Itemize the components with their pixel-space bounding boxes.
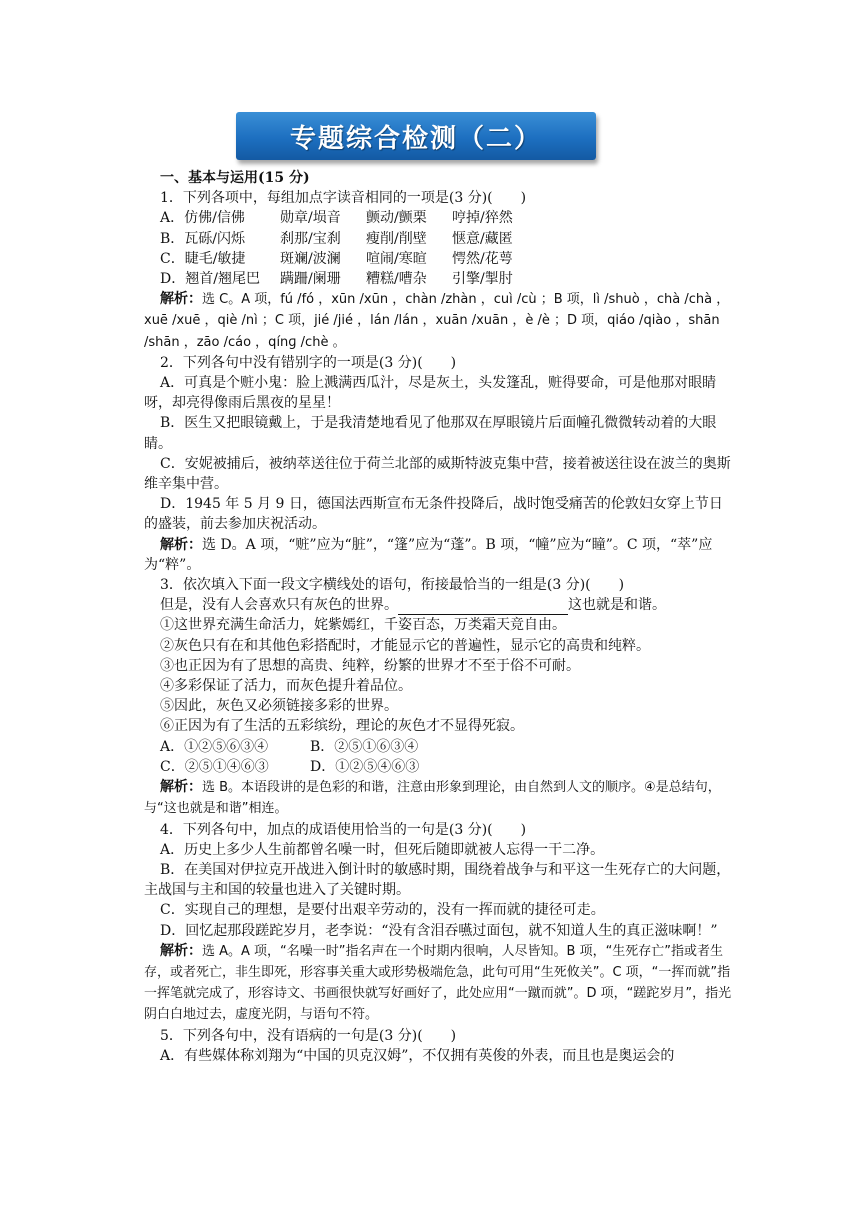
q4-answer: 解析：选 A。A 项，“名噪一时”指名声在一个时期内很响，人尽皆知。B 项，“生死存亡”指或者生存，或者死亡，非生即死，形容事关重大或形势极端危急，此句可用“生死攸关”。C 项，“一挥而就”指一挥笔就完成了，形容诗文、书画很快就写好画好了，此处应用“一蹴而就”。D 项，“蹉跎岁月”，指光阴白白地过去，虚度光阴，与语句不符。 — [144, 942, 732, 1023]
q2-stem: 2．下列各句中没有错别字的一项是(3 分)( ) — [160, 354, 457, 371]
q2-option-c: C．安妮被捕后，被纳萃送往位于荷兰北部的威斯特波克集中营，接着被送往设在波兰的奥斯维辛集中营。 — [144, 455, 731, 493]
q3-item-3: ③也正因为有了思想的高贵、纯粹，纷繁的世界才不至于俗不可耐。 — [160, 657, 580, 674]
q1-option-c: C．睫毛/敏捷 斑斓/波澜 喧闹/寒暄 愕然/花萼 — [160, 250, 513, 267]
q5-option-a: A．有些媒体称刘翔为“中国的贝克汉姆”，不仅拥有英俊的外表，而且也是奥运会的 — [160, 1047, 675, 1064]
q1-option-b: B．瓦砾/闪烁 刹那/宝刹 瘦削/削壁 惬意/藏匿 — [160, 230, 513, 247]
fill-blank — [398, 600, 568, 615]
q2-answer: 解析：选 D。A 项，“赃”应为“脏”，“篷”应为“蓬”。B 项，“幢”应为“瞳”。C 项，“萃”应为“粹”。 — [144, 536, 713, 573]
q1-answer: 解析：选 C。A 项，fú /fó ，xūn /xūn ，chàn /zhàn ，cuì /cù ；B 项，lì /shuò ，chà /chà ，xuē /xuē ，qiè /nì ；C 项，jié /jié ，lán /lán ，xuān /xuān ，è /è ；D 项，qiáo /qiào ，shān /shān ，zāo /cáo ，qínɡ /chè 。 — [144, 291, 730, 350]
q2-option-d: D．1945 年 5 月 9 日，德国法西斯宣布无条件投降后，战时饱受痛苦的伦敦妇女穿上节日的盛装，前去参加庆祝活动。 — [144, 496, 723, 533]
q3-stem: 3．依次填入下面一段文字横线处的语句，衔接最恰当的一组是(3 分)( ) — [160, 577, 625, 594]
q3-item-2: ②灰色只有在和其他色彩搭配时，才能显示它的普遍性，显示它的高贵和纯粹。 — [160, 637, 650, 654]
page-title: 专题综合检测（二） — [289, 123, 542, 154]
q3-options-row-2: C．②⑤①④⑥③ D．①②⑤④⑥③ — [160, 758, 420, 775]
q3-item-5: ⑤因此，灰色又必须链接多彩的世界。 — [160, 698, 398, 715]
q5-stem: 5．下列各句中，没有语病的一句是(3 分)( ) — [160, 1027, 457, 1044]
q3-item-1: ①这世界充满生命活力，姹紫嫣红，千姿百态，万类霜天竞自由。 — [160, 617, 566, 634]
q1-option-a: A．仿佛/信佛 勋章/埙音 颤动/颤栗 哼掉/猝然 — [160, 210, 513, 227]
q3-options-row-1: A．①②⑤⑥③④ B．②⑤①⑥③④ — [160, 738, 419, 755]
q1-option-d: D．翘首/翘尾巴 蹒跚/阑珊 糟糕/嘈杂 引擎/掣肘 — [160, 271, 513, 288]
document-body — [144, 168, 734, 1066]
q3-passage: 但是，没有人会喜欢只有灰色的世界。 这也就是和谐。 — [144, 595, 734, 615]
title-banner — [236, 112, 596, 160]
q1-stem: 1．下列各项中，每组加点字读音相同的一项是(3 分)( ) — [160, 190, 527, 207]
q4-stem: 4．下列各句中，加点的成语使用恰当的一句是(3 分)( ) — [160, 821, 527, 838]
q4-option-b: B．在美国对伊拉克开战进入倒计时的敏感时期，围绕着战争与和平这一生死存亡的大问题，主战国与主和国的较量也进入了关键时期。 — [144, 861, 731, 899]
q4-option-a: A．历史上多少人生前都曾名噪一时，但死后随即就被人忘得一干二净。 — [160, 841, 605, 858]
section-heading: 一、基本与运用(15 分) — [160, 170, 310, 186]
q3-answer: 解析：选 B。本语段讲的是色彩的和谐，注意由形象到理论，由自然到人文的顺序。④是总结句，与“这也就是和谐”相连。 — [144, 779, 721, 817]
q2-option-a: A．可真是个赃小鬼：脸上溅满西瓜汁，尽是灰土，头发篷乱，赃得要命，可是他那对眼睛呀，却亮得像雨后黑夜的星星！ — [144, 375, 717, 412]
q2-option-b: B．医生又把眼镜戴上，于是我清楚地看见了他那双在厚眼镜片后面幢孔微微转动着的大眼睛。 — [144, 415, 717, 452]
q4-option-d: D．回忆起那段蹉跎岁月，老李说：“没有含泪吞嚥过面包，就不知道人生的真正滋味啊！” — [160, 922, 718, 939]
q3-item-4: ④多彩保证了活力，而灰色提升着品位。 — [160, 678, 412, 695]
q4-option-c: C．实现自己的理想，是要付出艰辛劳动的，没有一挥而就的捷径可走。 — [160, 902, 605, 919]
q3-item-6: ⑥正因为有了生活的五彩缤纷，理论的灰色才不显得死寂。 — [160, 718, 524, 735]
